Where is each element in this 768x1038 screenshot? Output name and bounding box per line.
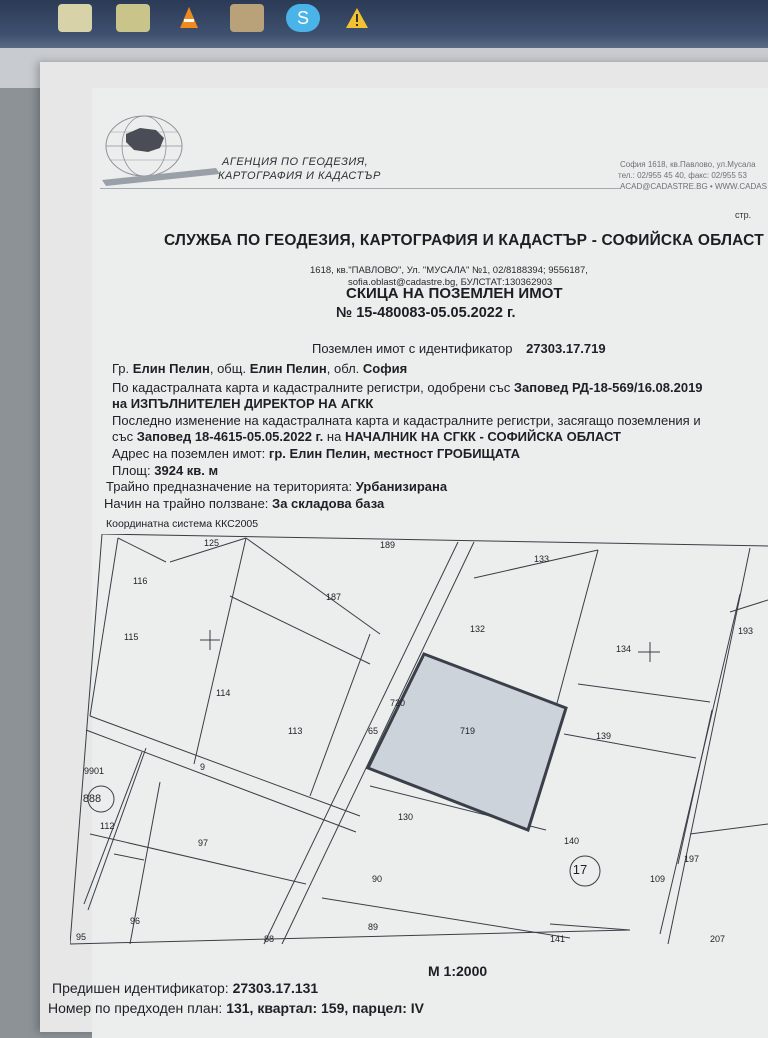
identifier-value: 27303.17.719 xyxy=(526,341,606,356)
identifier-line xyxy=(312,341,606,356)
previous-plan: 131, квартал: 159, парцел: IV xyxy=(226,1000,425,1016)
parcel-label-189: 189 xyxy=(380,540,396,550)
approval-text: По кадастралната карта и кадастралните регистри, одобрени със xyxy=(112,380,511,395)
parcel-line xyxy=(550,924,630,930)
parcel-label-113: 113 xyxy=(288,726,303,736)
identifier-label: Поземлен имот с идентификатор xyxy=(312,341,513,356)
municipality-prefix: , общ. xyxy=(209,361,247,376)
last-change-by-prefix: на xyxy=(326,429,342,444)
property-area-line xyxy=(112,463,218,478)
desktop-skype-icon[interactable]: S xyxy=(286,4,320,32)
service-address: 1618, кв."ПАВЛОВО", Ул. "МУСАЛА" №1, 02/8188394; 9556187, xyxy=(310,265,588,276)
desktop-image-icon[interactable] xyxy=(230,4,264,32)
location-line xyxy=(112,361,407,376)
last-change-line: Последно изменение на кадастралната карта и кадастралните регистри, засягащо поземления и xyxy=(112,413,701,428)
last-change-order: Заповед 18-4615-05.05.2022 г. xyxy=(136,429,324,444)
last-change-by: НАЧАЛНИК НА СГКК - СОФИЙСКА ОБЛАСТ xyxy=(344,429,621,444)
address-value: гр. Елин Пелин, местност ГРОБИЩАТА xyxy=(268,446,521,461)
purpose-label: Трайно предназначение на територията: xyxy=(106,479,353,494)
desktop-warning-icon[interactable] xyxy=(340,4,374,32)
parcel-label-114: 114 xyxy=(216,688,231,698)
agency-name-line2: КАРТОГРАФИЯ И КАДАСТЪР xyxy=(218,170,381,182)
parcel-label-197: 197 xyxy=(684,854,700,864)
parcel-line xyxy=(194,538,246,764)
parcel-label-17: 17 xyxy=(572,862,588,877)
approval-order: Заповед РД-18-569/16.08.2019 xyxy=(513,380,703,395)
map-scale: М 1:2000 xyxy=(428,963,488,979)
parcel-label-720: 720 xyxy=(390,698,406,708)
coordinate-system-label: Координатна система ККС2005 xyxy=(106,518,259,530)
service-title: СЛУЖБА ПО ГЕОДЕЗИЯ, КАРТОГРАФИЯ И КАДАСТЪР - СОФИЙСКА ОБЛАСТ xyxy=(164,232,764,249)
parcel-label-139: 139 xyxy=(596,731,612,741)
parcel-label-65: 65 xyxy=(368,726,379,736)
last-change-prefix: със xyxy=(112,429,134,444)
desktop-cone-icon[interactable] xyxy=(172,4,206,32)
parcel-line xyxy=(690,824,768,834)
lane-edge-1 xyxy=(90,716,360,816)
page-label: стр. xyxy=(735,210,752,220)
parcel-label-140: 140 xyxy=(564,836,580,846)
approval-authority xyxy=(112,396,373,411)
property-usage-line xyxy=(104,496,384,511)
parcel-label-133: 133 xyxy=(534,554,550,564)
map-frame-left xyxy=(70,534,105,944)
municipality: Елин Пелин xyxy=(249,361,327,376)
parcel-line xyxy=(230,596,370,664)
cadastral-map xyxy=(70,534,768,946)
map-frame-top xyxy=(102,534,768,546)
parcel-label-130: 130 xyxy=(398,812,414,822)
parcel-line xyxy=(678,710,712,864)
parcel-label-125: 125 xyxy=(204,538,220,548)
agency-divider xyxy=(100,188,620,189)
approval-line xyxy=(112,380,703,395)
agency-address-line3: ACAD@CADASTRE.BG • WWW.CADAS xyxy=(620,182,767,191)
agency-address-line2: тел.: 02/955 45 40, факс: 02/955 53 xyxy=(618,171,747,180)
previous-plan-label: Номер по предходен план: xyxy=(48,1000,223,1016)
region: София xyxy=(362,361,408,376)
city: Елин Пелин xyxy=(132,361,210,376)
parcel-label-9: 9 xyxy=(200,762,206,772)
parcel-label-9901: 9901 xyxy=(84,766,105,776)
area-value: 3924 кв. м xyxy=(154,463,219,478)
parcel-label-115: 115 xyxy=(124,632,139,642)
parcel-label-89: 89 xyxy=(368,922,379,932)
service-contacts: sofia.oblast@cadastre.bg, БУЛСТАТ:130362903 xyxy=(348,277,553,288)
property-address-line xyxy=(112,446,520,461)
parcel-label-888: 888 xyxy=(82,793,102,805)
previous-identifier-label: Предишен идентификатор: xyxy=(52,980,229,996)
parcel-label-109: 109 xyxy=(650,874,666,884)
parcel-line xyxy=(668,548,750,944)
parcel-label-95: 95 xyxy=(76,932,87,942)
parcel-line xyxy=(578,684,710,702)
parcel-label-187: 187 xyxy=(326,592,342,602)
area-label: Площ: xyxy=(112,463,151,478)
parcel-line xyxy=(114,854,144,860)
property-purpose-line xyxy=(106,479,447,494)
purpose-value: Урбанизирана xyxy=(355,479,448,494)
parcel-label-207: 207 xyxy=(710,934,726,944)
parcel-line xyxy=(564,734,696,758)
city-prefix: Гр. xyxy=(112,361,130,376)
parcel-label-88: 88 xyxy=(264,934,275,944)
parcel-label-132: 132 xyxy=(470,624,486,634)
address-label: Адрес на поземлен имот: xyxy=(112,446,266,461)
usage-label: Начин на трайно ползване: xyxy=(104,496,269,511)
parcel-label-134: 134 xyxy=(616,644,632,654)
parcel-label-90: 90 xyxy=(372,874,383,884)
parcel-label-116: 116 xyxy=(133,576,148,586)
parcel-label-96: 96 xyxy=(130,916,141,926)
subject-parcel-719[interactable] xyxy=(368,654,566,830)
parcel-label-719: 719 xyxy=(460,726,476,736)
region-prefix: , обл. xyxy=(326,361,360,376)
agency-address-line1: София 1618, кв.Павлово, ул.Мусала xyxy=(620,160,756,169)
parcel-line xyxy=(246,538,380,634)
last-change-order-line xyxy=(112,429,621,444)
parcel-line xyxy=(118,538,166,562)
parcel-label-97: 97 xyxy=(198,838,209,848)
parcel-line xyxy=(310,634,370,796)
approval-by: на ИЗПЪЛНИТЕЛЕН ДИРЕКТОР НА АГКК xyxy=(112,396,374,411)
parcel-line xyxy=(90,538,118,716)
document-number: № 15-480083-05.05.2022 г. xyxy=(336,305,516,321)
agency-name-line1: АГЕНЦИЯ ПО ГЕОДЕЗИЯ, xyxy=(222,156,369,168)
parcel-label-141: 141 xyxy=(550,934,566,944)
parcel-line xyxy=(322,898,570,938)
map-frame-bottom xyxy=(70,930,630,944)
previous-identifier: 27303.17.131 xyxy=(232,980,319,996)
parcel-label-193: 193 xyxy=(738,626,754,636)
document-title: СКИЦА НА ПОЗЕМЛЕН ИМОТ xyxy=(346,285,563,302)
previous-plan-line xyxy=(48,1000,424,1016)
agency-logo xyxy=(96,108,226,188)
usage-value: За складова база xyxy=(272,496,385,511)
parcel-label-112: 112 xyxy=(100,821,115,831)
desktop-file-icon[interactable] xyxy=(116,4,150,32)
previous-identifier-line xyxy=(52,980,318,996)
parcel-line xyxy=(730,600,768,612)
desktop-folder-icon[interactable] xyxy=(58,4,92,32)
